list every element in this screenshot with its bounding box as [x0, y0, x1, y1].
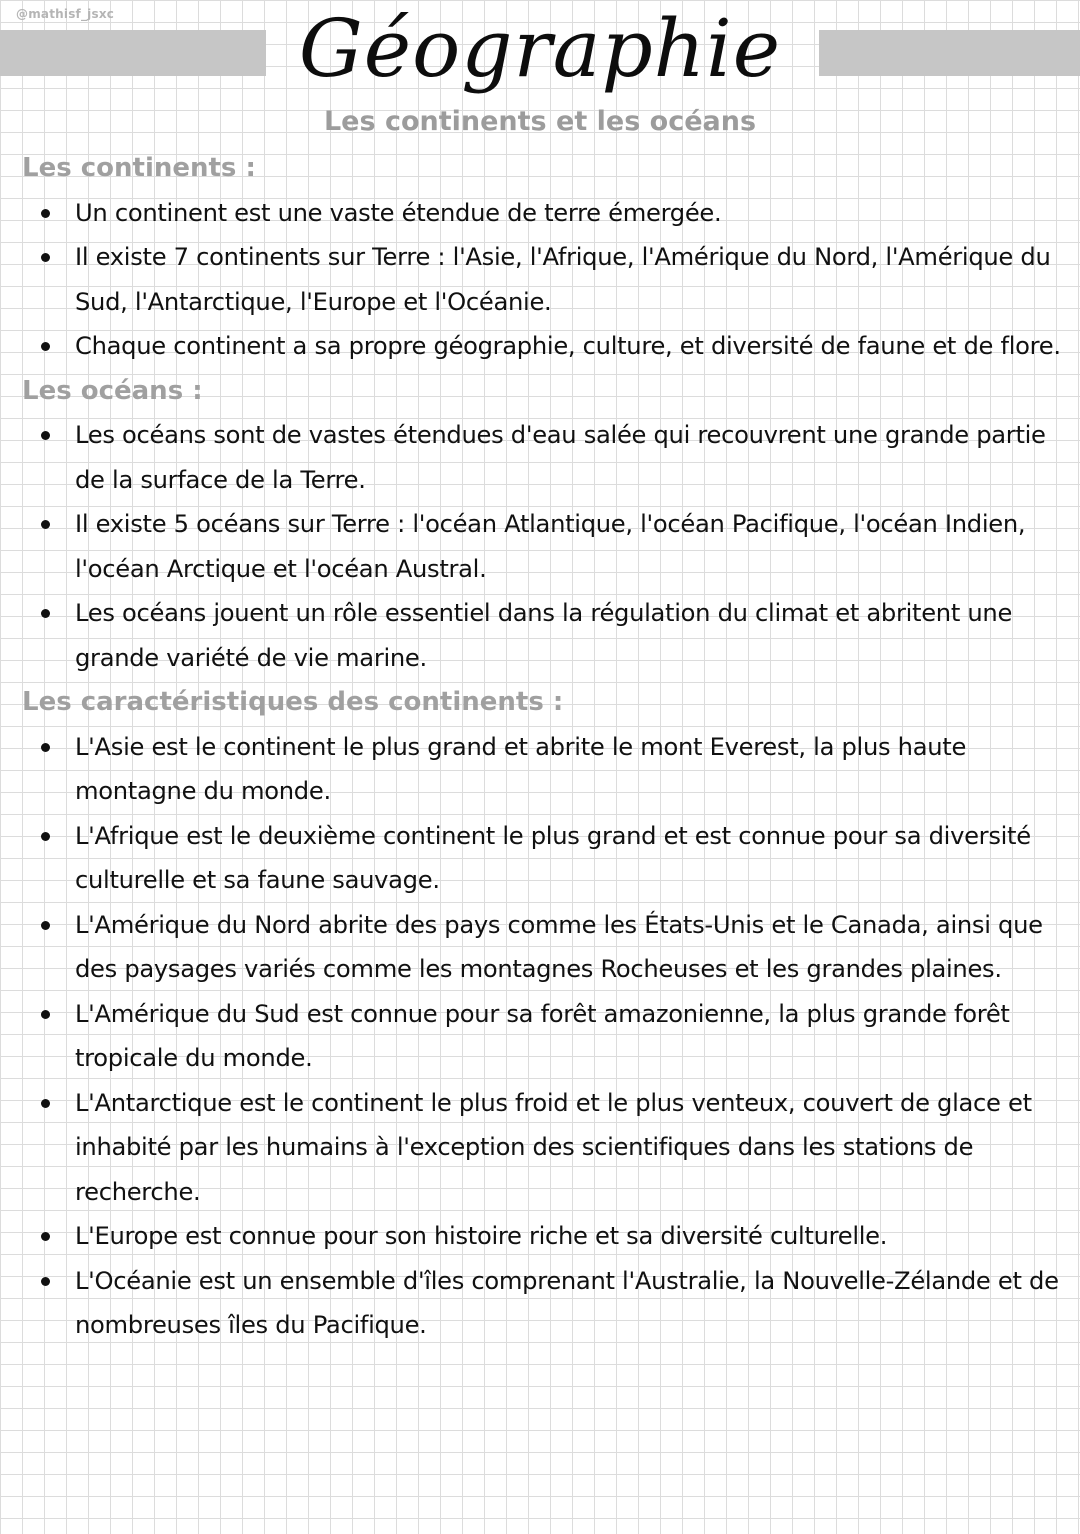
list-item-text: L'Asie est le continent le plus grand et abrite le mont Everest, la plus haute montagne du monde. — [75, 732, 967, 805]
list-item-text: Les océans jouent un rôle essentiel dans la régulation du climat et abritent une grande variété de vie marine. — [75, 599, 1013, 672]
section-characteristics — [22, 680, 1062, 1348]
list-item-text: L'Océanie est un ensemble d'îles comprenant l'Australie, la Nouvelle-Zélande et de nombreuses îles du Pacifique. — [75, 1266, 1059, 1339]
list-item-text: Les océans sont de vastes étendues d'eau salée qui recouvrent une grande partie de la surface de la Terre. — [75, 421, 1046, 494]
list-item-text: Un continent est une vaste étendue de terre émergée. — [75, 198, 722, 227]
list-item — [22, 1214, 1062, 1259]
bullet-icon — [41, 1277, 50, 1286]
list-item-text: L'Europe est connue pour son histoire riche et sa diversité culturelle. — [75, 1222, 888, 1250]
bullet-icon — [41, 209, 50, 218]
bullet-icon — [41, 431, 50, 440]
list-item-text: Chaque continent a sa propre géographie, culture, et diversité de faune et de flore. — [75, 332, 1061, 360]
list-item — [22, 725, 1062, 814]
bullet-list — [22, 413, 1062, 680]
list-item-text: L'Amérique du Sud est connue pour sa forêt amazonienne, la plus grande forêt tropicale du monde. — [75, 999, 1010, 1072]
list-item-text: Il existe 5 océans sur Terre : l'océan Atlantique, l'océan Pacifique, l'océan Indien, l'océan Arctique et l'océan Austral. — [75, 510, 1026, 583]
list-item — [22, 235, 1062, 324]
list-item — [22, 903, 1062, 992]
list-item — [22, 591, 1062, 680]
author-watermark: @mathisf_jsxc — [16, 7, 115, 21]
list-item — [22, 814, 1062, 903]
page-subtitle: Les continents et les océans — [323, 106, 757, 137]
section-heading: Les continents : — [22, 153, 256, 183]
bullet-icon — [41, 1099, 50, 1108]
bullet-icon — [41, 743, 50, 752]
list-item — [22, 324, 1062, 369]
bullet-list — [22, 725, 1062, 1348]
list-item-text: Il existe 7 continents sur Terre : l'Asie, l'Afrique, l'Amérique du Nord, l'Amérique du Sud, l'Antarctique, l'Europe et l'Océanie. — [75, 243, 1051, 316]
bullet-icon — [41, 921, 50, 930]
list-item — [22, 1259, 1062, 1348]
list-item — [22, 191, 1062, 236]
list-item-text: L'Afrique est le deuxième continent le plus grand et est connue pour sa diversité culturelle et sa faune sauvage. — [75, 821, 1031, 894]
bullet-icon — [41, 1232, 50, 1241]
section-oceans — [22, 369, 1062, 681]
page-title: Géographie — [298, 2, 782, 95]
bullet-icon — [41, 342, 50, 351]
list-item-text: L'Amérique du Nord abrite des pays comme les États-Unis et le Canada, ainsi que des paysages variés comme les montagnes Rocheuses et les grandes plaines. — [75, 910, 1043, 983]
notes-content — [22, 146, 1062, 1348]
bullet-list — [22, 191, 1062, 369]
list-item-text: L'Antarctique est le continent le plus froid et le plus venteux, couvert de glace et inhabité par les humains à l'exception des scientifiques dans les stations de recherche. — [75, 1088, 1032, 1206]
list-item — [22, 1081, 1062, 1215]
bullet-icon — [41, 832, 50, 841]
section-heading: Les caractéristiques des continents : — [22, 687, 564, 717]
bullet-icon — [41, 609, 50, 618]
section-heading: Les océans : — [22, 375, 203, 406]
list-item — [22, 413, 1062, 502]
bullet-icon — [41, 253, 50, 262]
bullet-icon — [41, 1010, 50, 1019]
list-item — [22, 992, 1062, 1081]
bullet-icon — [41, 520, 50, 529]
section-continents — [22, 146, 1062, 369]
list-item — [22, 502, 1062, 591]
